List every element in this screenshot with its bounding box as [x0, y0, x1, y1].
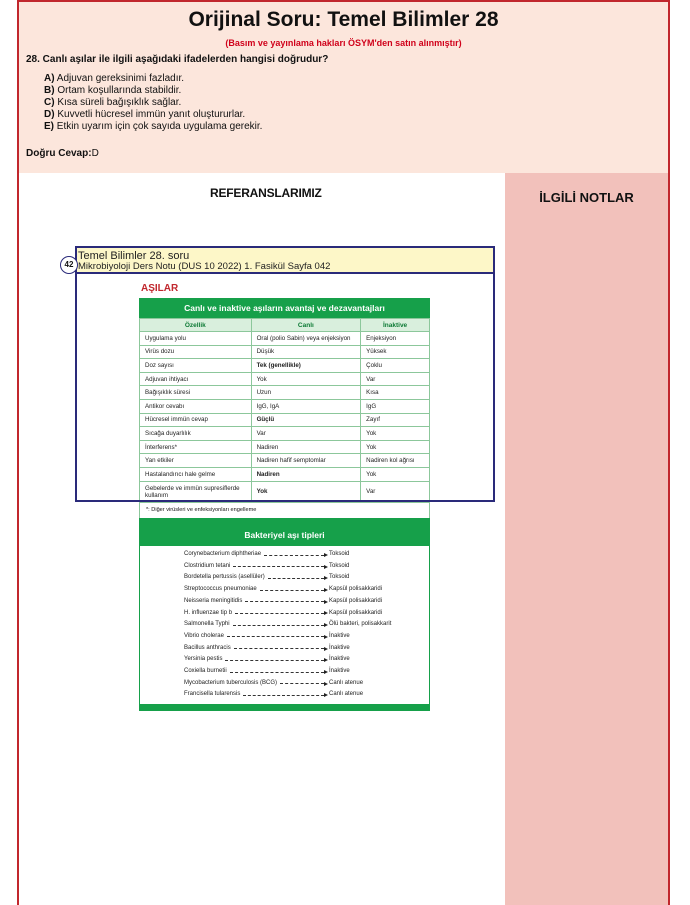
- reference-source: Mikrobiyoloji Ders Notu (DUS 10 2022) 1. Fasikül Sayfa 042: [78, 261, 331, 272]
- table-row: [140, 440, 430, 454]
- option-d: [44, 109, 262, 121]
- table-cell: Yok: [251, 372, 361, 386]
- list-item: [184, 645, 424, 657]
- table-cell: Nadiren: [251, 440, 361, 454]
- table-cell: Nadiren: [251, 467, 361, 481]
- option-text: Etkin uyarım için çok sayıda uygulama gerekir.: [56, 121, 263, 132]
- table-cell: Antikor cevabı: [140, 399, 252, 413]
- notes-panel: [505, 173, 668, 905]
- organism-name: H. influenzae tip b: [184, 609, 233, 616]
- list-item: [184, 586, 424, 598]
- option-text: Kısa süreli bağışıklık sağlar.: [57, 97, 182, 108]
- table-header-row: [140, 319, 430, 332]
- table-row: [140, 481, 430, 502]
- table-cell: Bağışıklık süresi: [140, 386, 252, 400]
- arrow-icon: [227, 636, 324, 637]
- vaccine-type: İnaktive: [329, 644, 350, 651]
- option-text: Ortam koşullarında stabildir.: [57, 85, 182, 96]
- arrow-icon: [234, 648, 324, 649]
- table-cell: Var: [361, 481, 430, 502]
- option-c: [44, 97, 262, 109]
- organism-name: Bordetella pertussis (asellüler): [184, 574, 265, 581]
- arrow-icon: [233, 566, 324, 567]
- table-row: [140, 413, 430, 427]
- question-text: 28. Canlı aşılar ile ilgili aşağıdaki ifadelerden hangisi doğrudur?: [26, 54, 329, 65]
- organism-name: Mycobacterium tuberculosis (BCG): [184, 679, 278, 686]
- list-item: [184, 656, 424, 668]
- column-header: İnaktive: [361, 319, 430, 332]
- table-cell: Enjeksiyon: [361, 332, 430, 346]
- table-cell: Adjuvan ihtiyacı: [140, 372, 252, 386]
- table-cell: Güçlü: [251, 413, 361, 427]
- option-a: [44, 73, 262, 85]
- copyright-note: (Basım ve yayınlama hakları ÖSYM'den satın alınmıştır): [225, 38, 462, 48]
- page-title: Orijinal Soru: Temel Bilimler 28: [188, 8, 499, 31]
- table-cell: Oral (polio Sabin) veya enjeksiyon: [251, 332, 361, 346]
- list-item: [184, 563, 424, 575]
- list-item: [184, 598, 424, 610]
- references-title: REFERANSLARIMIZ: [210, 186, 322, 200]
- vaccine-type: Canlı atenue: [329, 679, 364, 686]
- vaccine-type: İnaktive: [329, 632, 350, 639]
- section-title: AŞILAR: [141, 283, 179, 294]
- vaccine-comparison-table: [139, 298, 430, 524]
- table-row: [140, 467, 430, 481]
- organism-name: Vibrio cholerae: [184, 632, 224, 639]
- vaccine-type: Toksoid: [329, 551, 350, 557]
- table-cell: Kısa: [361, 386, 430, 400]
- table-footer-bar: [139, 518, 430, 524]
- list-item: [184, 633, 424, 645]
- table-cell: Doz sayısı: [140, 359, 252, 373]
- option-text: Adjuvan gereksinimi fazladır.: [56, 73, 185, 84]
- organism-name: Coxiella burnetii: [184, 668, 227, 674]
- vaccine-type: İnaktive: [329, 668, 350, 674]
- vaccine-type: Ölü bakteri, polisakkarit: [329, 621, 392, 628]
- table-cell: Düşük: [251, 345, 361, 359]
- column-header: Canlı: [251, 319, 361, 332]
- arrow-icon: [235, 613, 324, 614]
- table-footer-bar: [140, 704, 429, 710]
- answer-value: D: [91, 148, 99, 159]
- column-header: Özellik: [140, 319, 252, 332]
- table-row: [140, 345, 430, 359]
- organism-name: Yersinia pestis: [184, 656, 223, 663]
- table-cell: Yok: [361, 440, 430, 454]
- table-cell: Sıcağa duyarlılık: [140, 427, 252, 441]
- arrow-icon: [243, 695, 324, 696]
- table-footnote: *: Diğer virüsleri ve enfeksiyonları engelleme: [139, 503, 430, 518]
- table-cell: Virüs dozu: [140, 345, 252, 359]
- list-item: [184, 691, 424, 703]
- arrow-icon: [280, 683, 324, 684]
- table-row: [140, 399, 430, 413]
- notes-title: İLGİLİ NOTLAR: [539, 190, 634, 205]
- table-cell: İnterferens*: [140, 440, 252, 454]
- table-cell: Tek (genellikle): [251, 359, 361, 373]
- table-cell: Yok: [361, 427, 430, 441]
- table-row: [140, 332, 430, 346]
- vaccine-type: Canlı atenue: [329, 691, 364, 698]
- organism-name: Clostridium tetani: [184, 562, 231, 569]
- table-cell: Hücresel immün cevap: [140, 413, 252, 427]
- arrow-icon: [233, 625, 324, 626]
- table-row: [140, 359, 430, 373]
- table-cell: Uzun: [251, 386, 361, 400]
- reference-number-badge: 42: [60, 256, 78, 274]
- organism-name: Neisseria meningitidis: [184, 597, 243, 604]
- arrow-icon: [264, 555, 324, 556]
- table-row: [140, 427, 430, 441]
- vaccine-type: Toksoid: [329, 562, 350, 569]
- option-letter: D): [44, 109, 55, 120]
- vaccine-type: Kapsül polisakkaridi: [329, 609, 383, 616]
- table-row: [140, 372, 430, 386]
- organism-name: Corynebacterium diphtheriae: [184, 551, 262, 557]
- option-letter: C): [44, 97, 55, 108]
- arrow-icon: [268, 578, 324, 579]
- organism-name: Francisella tularensis: [184, 691, 241, 698]
- list-item: [184, 610, 424, 622]
- table-cell: Gebelerde ve immün supresiflerde kullanım: [140, 481, 252, 502]
- table-cell: Zayıf: [361, 413, 430, 427]
- table-cell: Var: [361, 372, 430, 386]
- correct-answer: [26, 148, 99, 159]
- option-letter: A): [44, 73, 55, 84]
- table-title: Canlı ve inaktive aşıların avantaj ve dezavantajları: [139, 298, 430, 318]
- reference-title: Temel Bilimler 28. soru: [78, 250, 190, 262]
- bacterial-vaccine-table: [139, 524, 430, 711]
- list-item: [184, 668, 424, 680]
- arrow-icon: [225, 660, 324, 661]
- organism-name: Salmonella Typhi: [184, 621, 230, 628]
- option-e: [44, 121, 262, 133]
- table-cell: Yok: [361, 467, 430, 481]
- vaccine-type: Kapsül polisakkaridi: [329, 586, 383, 593]
- vaccine-type: Kapsül polisakkaridi: [329, 597, 383, 604]
- table-title: Bakteriyel aşı tipleri: [140, 525, 429, 546]
- table-cell: IgG, IgA: [251, 399, 361, 413]
- table-row: [140, 386, 430, 400]
- answer-options: [44, 73, 262, 133]
- option-b: [44, 85, 262, 97]
- organism-name: Bacillus anthracis: [184, 644, 231, 651]
- table-cell: Yan etkiler: [140, 454, 252, 468]
- option-letter: B): [44, 85, 55, 96]
- table-cell: Var: [251, 427, 361, 441]
- table-cell: Yok: [251, 481, 361, 502]
- table-cell: Çoklu: [361, 359, 430, 373]
- list-item: [184, 574, 424, 586]
- vaccine-type: Toksoid: [329, 574, 350, 581]
- arrow-icon: [245, 601, 324, 602]
- table-cell: Uygulama yolu: [140, 332, 252, 346]
- table-cell: IgG: [361, 399, 430, 413]
- table-cell: Nadiren kol ağrısı: [361, 454, 430, 468]
- list-item: [184, 621, 424, 633]
- table-cell: Yüksek: [361, 345, 430, 359]
- list-item: [184, 551, 424, 563]
- arrow-icon: [260, 590, 324, 591]
- table-cell: Hastalandırıcı hale gelme: [140, 467, 252, 481]
- answer-label: Doğru Cevap:: [26, 148, 92, 159]
- table-row: [140, 454, 430, 468]
- option-letter: E): [44, 121, 54, 132]
- table-cell: Nadiren hafif semptomlar: [251, 454, 361, 468]
- arrow-icon: [230, 672, 324, 673]
- list-item: [184, 680, 424, 692]
- option-text: Kuvvetli hücresel immün yanıt oluştururlar.: [57, 109, 246, 120]
- vaccine-type: İnaktive: [329, 656, 350, 663]
- organism-name: Streptococcus pneumoniae: [184, 586, 257, 593]
